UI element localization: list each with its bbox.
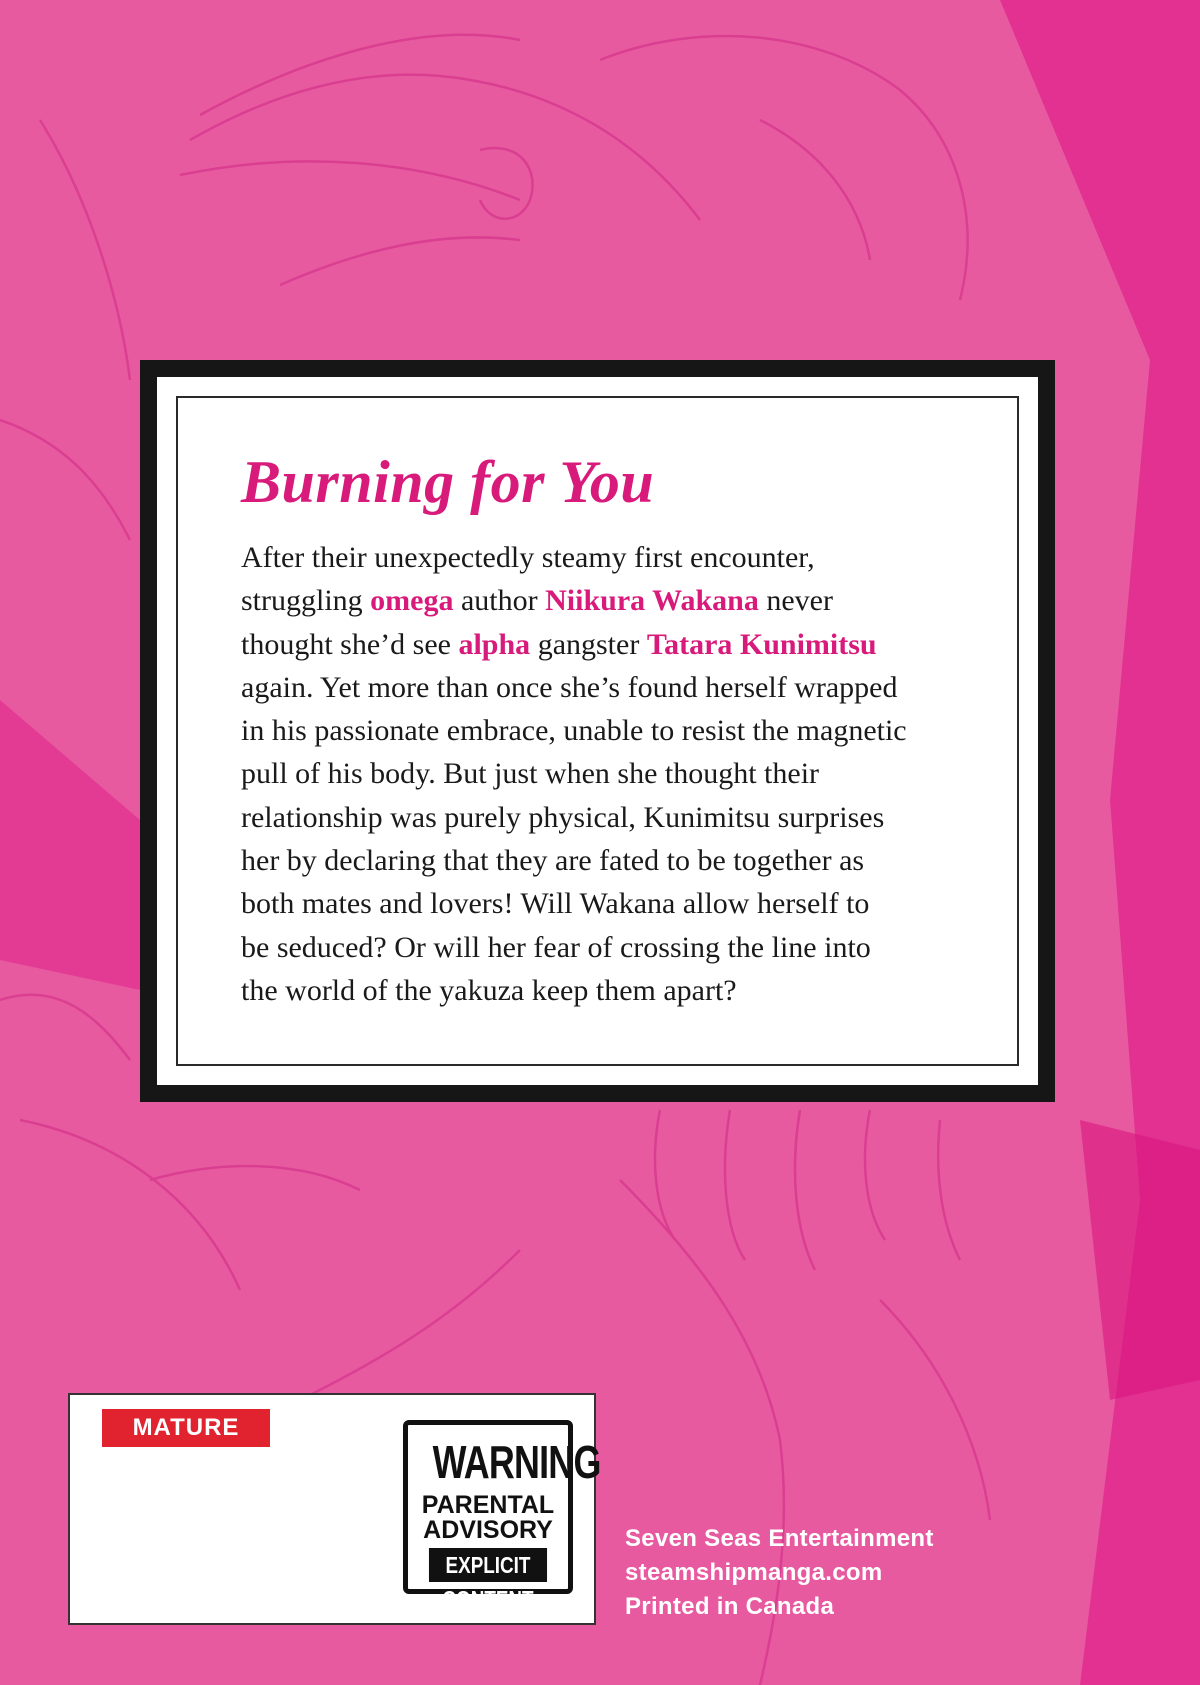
advisory-advisory-text: ADVISORY — [423, 1516, 553, 1544]
synopsis-line — [241, 623, 971, 666]
synopsis-text-segment: thought she’d see — [241, 627, 459, 661]
synopsis-text-segment: gangster — [530, 627, 647, 661]
synopsis-text-segment: again. Yet more than once she’s found herself wrapped — [241, 670, 898, 704]
highlighted-term: alpha — [458, 627, 531, 661]
synopsis-text-segment: be seduced? Or will her fear of crossing the line into — [241, 930, 871, 964]
synopsis-text-segment: author — [453, 584, 546, 618]
synopsis-text-segment: relationship was purely physical, Kunimitsu surprises — [241, 800, 885, 834]
synopsis-text-segment: in his passionate embrace, unable to resist the magnetic — [241, 714, 907, 748]
highlighted-term: Tatara Kunimitsu — [646, 627, 877, 661]
synopsis-line — [241, 969, 971, 1012]
synopsis-text-segment: the world of the yakuza keep them apart? — [241, 973, 737, 1007]
synopsis-line — [241, 579, 971, 622]
synopsis-line — [241, 882, 971, 925]
synopsis-line — [241, 752, 971, 795]
publisher-info — [625, 1522, 934, 1624]
synopsis-line — [241, 709, 971, 752]
highlighted-term: omega — [370, 584, 454, 618]
printed-location: Printed in Canada — [625, 1593, 835, 1620]
book-title: Burning for You — [241, 449, 655, 515]
publisher-name: Seven Seas Entertainment — [625, 1525, 934, 1552]
synopsis-line — [241, 839, 971, 882]
synopsis-line — [241, 666, 971, 709]
advisory-parental-text: PARENTAL — [421, 1491, 555, 1519]
synopsis-text — [241, 536, 971, 1012]
synopsis-text-segment: never — [758, 584, 833, 618]
synopsis-text-segment: her by declaring that they are fated to be together as — [241, 844, 865, 878]
synopsis-text-segment: pull of his body. But just when she thought their — [241, 757, 820, 791]
synopsis-line — [241, 926, 971, 969]
synopsis-line — [241, 796, 971, 839]
synopsis-line — [241, 536, 971, 579]
mature-rating-badge: MATURE — [102, 1409, 270, 1447]
parental-advisory-label — [403, 1420, 601, 1612]
synopsis-text-segment: struggling — [241, 584, 371, 618]
synopsis-text-segment: both mates and lovers! Will Wakana allow herself to — [241, 887, 870, 921]
synopsis-text-segment: After their unexpectedly steamy first encounter, — [241, 541, 815, 574]
publisher-website: steamshipmanga.com — [625, 1559, 883, 1586]
highlighted-term: Niikura Wakana — [545, 584, 759, 618]
advisory-warning-text: WARNING — [432, 1436, 601, 1488]
advisory-explicit-text: EXPLICIT CONTENT — [429, 1548, 547, 1582]
